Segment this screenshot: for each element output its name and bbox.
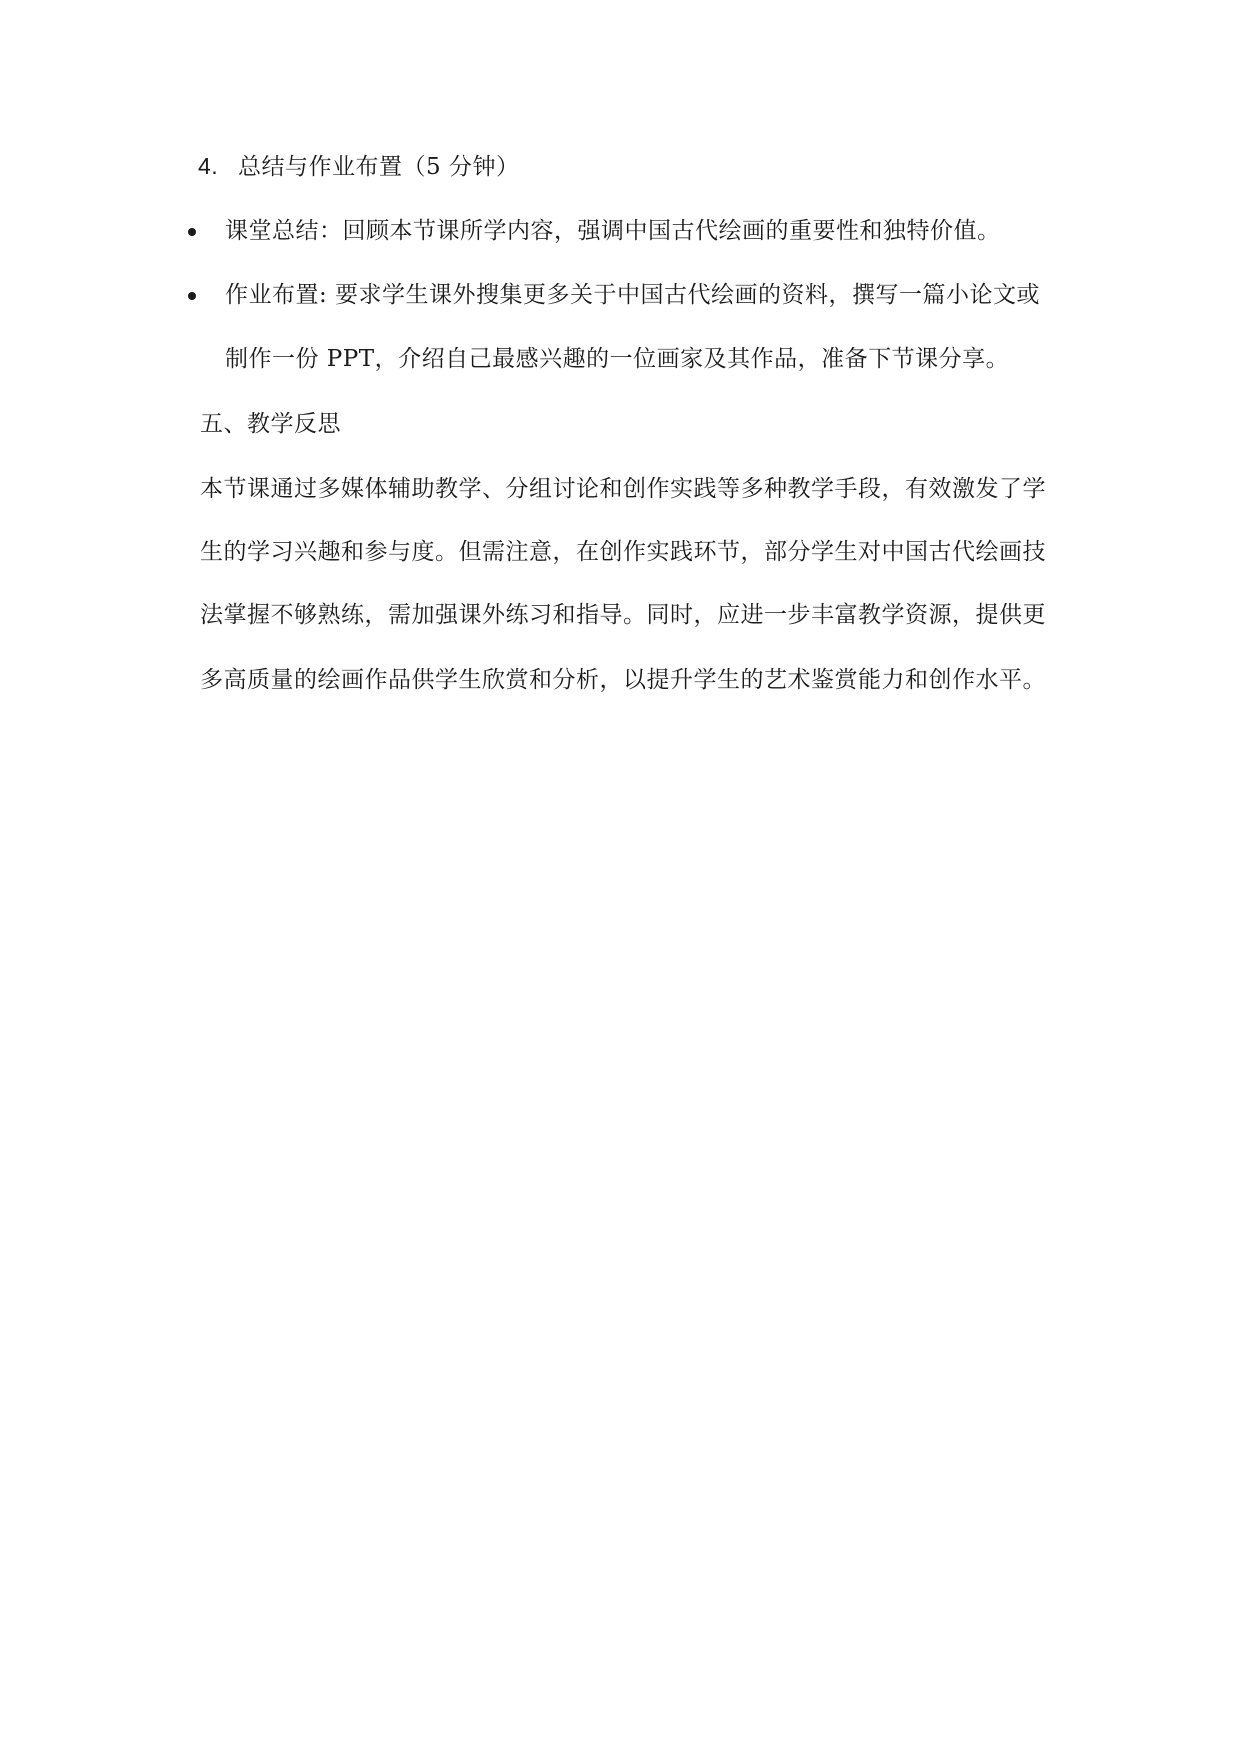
numbered-item-4 [198, 151, 519, 182]
list-number: 4. [198, 153, 219, 179]
bullet-dot-icon [188, 228, 196, 236]
paragraph-line: 本节课通过多媒体辅助教学、分组讨论和创作实践等多种教学手段，有效激发了学 [200, 476, 1046, 502]
paragraph-line: 生的学习兴趣和参与度。但需注意，在创作实践环节，部分学生对中国古代绘画技 [200, 539, 1046, 565]
paragraph-line: 多高质量的绘画作品供学生欣赏和分析，以提升学生的艺术鉴赏能力和创作水平。 [200, 667, 1046, 693]
bullet-item-homework-continued: 制作一份 PPT，介绍自己最感兴趣的一位画家及其作品，准备下节课分享。 [225, 346, 1010, 372]
bullet-item-summary: 课堂总结：回顾本节课所学内容，强调中国古代绘画的重要性和独特价值。 [225, 218, 1001, 244]
paragraph-line: 法掌握不够熟练，需加强课外练习和指导。同时，应进一步丰富教学资源，提供更 [200, 602, 1046, 628]
section-heading: 五、教学反思 [200, 411, 341, 437]
bullet-item-homework: 作业布置: 要求学生课外搜集更多关于中国古代绘画的资料，撰写一篇小论文或 [225, 282, 1041, 308]
numbered-item-text: 总结与作业布置（5 分钟） [238, 154, 520, 180]
bullet-dot-icon [188, 292, 196, 300]
